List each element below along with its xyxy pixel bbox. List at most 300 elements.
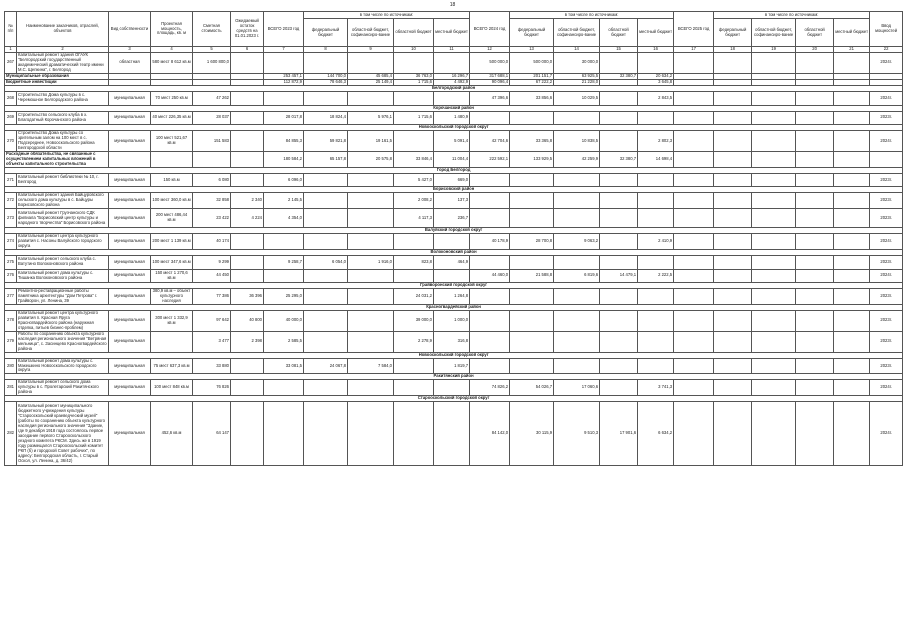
header-cell: областной бюджет [796,19,834,47]
table-cell [394,53,434,74]
table-cell [796,269,834,283]
object-name: Капитальный ремонт здания Байцуровского сельского дома культуры в с. Байцуры Борисовского района [17,193,109,209]
table-cell: 77 386 [193,289,231,305]
table-cell [714,310,752,331]
table-cell [834,111,870,125]
table-cell [348,289,394,305]
table-cell [470,256,510,270]
header-cell: областной бюджет, софинансиро-вание [752,19,796,47]
budget-table [4,11,903,466]
table-cell: 823,8 [394,256,434,270]
table-cell [796,310,834,331]
table-cell: 40 174 [193,234,231,250]
table-cell: 40 800 [231,310,264,331]
subtotal-cell: 1 715,6 [394,80,434,86]
table-cell [752,193,796,209]
subtotal-cell: 3 645,8 [638,80,674,86]
table-cell [231,380,264,396]
table-cell [304,193,348,209]
table-cell [752,380,796,396]
table-cell: 28 037 [193,111,231,125]
subtotal-cell: 67 222,2 [510,80,554,86]
table-cell [714,331,752,352]
table-cell [674,131,714,152]
section-title: Грайворонский городской округ [5,283,903,289]
table-cell: 9 258,7 [264,256,304,270]
header-cell: местный бюджет [434,19,470,47]
table-cell: 84 855,3 [264,131,304,152]
table-cell [834,173,870,187]
table-cell [674,173,714,187]
table-cell: 100 мест 521,67 кв.м [151,131,193,152]
table-cell: 1 916,0 [348,256,394,270]
subtotal-cell: 36 763,0 [394,73,434,79]
table-cell: 4 224 [231,209,264,228]
table-cell [304,380,348,396]
subtotal-cell [193,152,231,168]
table-cell: 236,7 [434,209,470,228]
table-cell: 464,9 [434,256,470,270]
row-number: 274 [5,234,17,250]
table-cell [834,209,870,228]
table-row [5,380,903,396]
table-cell [638,111,674,125]
table-cell: 10 029,5 [554,92,600,106]
subtotal-cell [870,152,903,168]
object-name: Работы по сохранению объекта культурного наследия регионального значения "Ветряная мельница", с. Засинцево Красногвардейского района [18,331,107,351]
table-cell: 137,3 [434,193,470,209]
table-cell [510,193,554,209]
subtotal-cell [796,152,834,168]
table-cell [834,331,870,352]
table-cell [796,131,834,152]
table-cell [714,269,752,283]
table-cell [674,53,714,74]
table-cell: 2023г. [870,358,903,374]
header-cell: Ожидаемый остаток средств на 01.01.2023 г. [231,12,264,47]
table-cell [796,111,834,125]
subtotal-cell [151,152,193,168]
row-number: 273 [5,209,17,228]
table-cell [348,269,394,283]
table-cell [554,358,600,374]
header-cell: федеральный бюджет [304,19,348,47]
table-row [5,331,903,352]
table-cell: 9 063,2 [554,234,600,250]
subtotal-row [5,152,903,168]
table-cell: 23 422 [193,209,231,228]
table-cell: муниципальная [109,289,151,305]
table-cell [834,92,870,106]
table-cell [304,173,348,187]
subtotal-cell: 180 584,2 [264,152,304,168]
table-cell: 3 741,3 [638,380,674,396]
row-number: 277 [5,289,17,305]
section-title: Новооскольский городской округ [5,352,903,358]
table-cell [752,269,796,283]
object-name: Строительство сельского клуба в х. Благодатный Корочанского района [17,111,109,125]
table-cell [834,380,870,396]
table-cell [752,173,796,187]
table-cell: 59 821,8 [304,131,348,152]
table-cell [304,234,348,250]
table-cell: 100 мест 347,6 кв.м [151,256,193,270]
table-cell [674,331,714,352]
subtotal-cell [834,152,870,168]
group-header: в том числе по источникам: [714,12,870,19]
subtotal-cell: 16 296,7 [434,73,470,79]
subtotal-cell: 78 646,3 [304,80,348,86]
table-cell: 200 мест 486,44 кв.м [151,209,193,228]
header-cell: областной бюджет, софинансиро-вание [348,19,394,47]
object-name: Капитальный ремонт библиотеки № 10, г. Белгород [17,173,109,187]
table-cell [714,256,752,270]
table-cell: 64 147 [193,402,231,466]
row-number: 275 [5,256,17,270]
table-cell [510,173,554,187]
column-number-cell: 13 [510,47,554,53]
row-number: 281 [5,380,17,396]
column-number-cell: 10 [394,47,434,53]
section-title: Борисовский район [5,187,903,193]
object-name: Капитальный ремонт центра культурного развития с. Насоны Валуйского городского округа [17,234,109,250]
table-cell [796,53,834,74]
object-name: Капитальный ремонт дома культуры с. Тишанка Волоконовского района [17,269,109,283]
table-cell [510,209,554,228]
table-cell: 6 634,2 [638,402,674,466]
header-cell: Наименование заказчиков, отраслей, объектов [17,12,109,47]
table-cell: 42 704,6 [470,131,510,152]
table-cell: 6 080 [193,173,231,187]
subtotal-cell: 21 228,0 [554,80,600,86]
table-cell: 316,8 [434,331,470,352]
table-cell: 2023г. [870,111,903,125]
subtotal-cell: 4 492,9 [434,80,470,86]
table-cell [714,234,752,250]
column-number-cell: 9 [348,47,394,53]
table-cell [264,380,304,396]
subtotal-cell: 33 846,4 [394,152,434,168]
table-cell [348,331,394,352]
table-cell [752,234,796,250]
table-cell: муниципальная [109,234,151,250]
header-cell: областной бюджет [394,19,434,47]
table-cell: 24 031,2 [394,289,434,305]
table-cell [231,358,264,374]
table-cell: 2 585,5 [264,331,304,352]
subtotal-cell: 63 925,5 [554,73,600,79]
table-cell [714,358,752,374]
object-name: Капитальный ремонт сельского дома культуры в с. Пролетарский Ракитянского района [17,380,109,396]
table-cell: 5 976,1 [348,111,394,125]
column-number-cell: 2 [17,47,109,53]
table-cell [304,289,348,305]
table-cell: 9 299 [193,256,231,270]
table-cell: 10 838,5 [554,131,600,152]
table-cell [600,310,638,331]
section-title: Ракитянский район [5,374,903,380]
table-cell: 5 091,4 [434,131,470,152]
table-cell: 2024г. [870,402,903,466]
header-cell: федеральный бюджет [714,19,752,47]
table-cell [394,269,434,283]
row-number: 268 [5,92,17,106]
object-name: Капитальный ремонт здания ОГАУК "Белгородский государственный академический драматический театр имени М.С. Щепкина", г. Белгород [17,53,109,74]
table-cell: 2024г. [870,269,903,283]
column-number-cell: 6 [231,47,264,53]
table-cell [674,234,714,250]
table-cell: 500 000,0 [510,53,554,74]
table-cell [151,331,193,352]
table-row [5,173,903,187]
header-cell: местный бюджет [638,19,674,47]
row-number: 267 [5,53,17,74]
table-cell: 97 642 [193,310,231,331]
subtotal-cell: 32 380,7 [600,152,638,168]
table-cell [554,289,600,305]
table-cell: муниципальная [109,358,151,374]
table-cell [510,310,554,331]
header-cell: областной бюджет, софинансиро-вание [554,19,600,47]
table-cell [600,193,638,209]
table-row [5,256,903,270]
table-cell [714,111,752,125]
table-cell [714,131,752,152]
table-cell [231,131,264,152]
table-cell: 47 262 [193,92,231,106]
table-cell [600,234,638,250]
table-cell [674,193,714,209]
table-cell [834,289,870,305]
table-cell: 380,9 кв.м – объект культурного наследия [151,289,193,305]
table-cell: муниципальная [109,111,151,125]
table-cell: 1 480,9 [434,111,470,125]
table-cell [264,53,304,74]
table-cell: 39 000,0 [394,310,434,331]
table-cell [231,234,264,250]
table-cell: 1 715,6 [394,111,434,125]
page-number: 18 [449,2,456,8]
table-cell [231,256,264,270]
table-cell: 2023г. [870,256,903,270]
table-cell: 500 000,0 [470,53,510,74]
table-cell [796,289,834,305]
table-cell [510,111,554,125]
table-cell [348,53,394,74]
table-cell: 30 000,0 [554,53,600,74]
table-cell: 33 856,6 [510,92,554,106]
table-cell [796,193,834,209]
column-number-cell: 18 [714,47,752,53]
table-cell: 2 843,5 [638,92,674,106]
subtotal-label: Расходные обязательства, не связанные с осуществлением капитальных вложений в объекты капитального строительства [5,152,109,168]
table-body [5,47,903,466]
subtotal-cell: 45 685,4 [348,73,394,79]
table-cell [304,331,348,352]
table-cell: 2023г. [870,310,903,331]
column-number-cell: 11 [434,47,470,53]
table-cell: 76 826 [193,380,231,396]
table-cell [674,269,714,283]
column-number-cell: 22 [870,47,903,53]
subtotal-cell: 144 700,0 [304,73,348,79]
section-title: Корочанский район [5,105,903,111]
table-cell [600,92,638,106]
table-cell [470,358,510,374]
table-cell [752,209,796,228]
subtotal-cell: 90 096,4 [470,80,510,86]
table-cell: 33 880 [193,358,231,374]
table-row [5,209,903,228]
object-name: Капитальный ремонт дома культуры с. Макешкино Новооскольского городского округа [17,358,109,374]
table-cell [554,111,600,125]
group-header: в том числе по источникам: [510,12,674,19]
table-cell: 2 410,9 [638,234,674,250]
column-number-cell: 21 [834,47,870,53]
table-cell: 151 583 [193,131,231,152]
table-cell [796,209,834,228]
table-cell [674,289,714,305]
table-cell: 5 427,0 [394,173,434,187]
column-number-cell: 3 [109,47,151,53]
table-cell: 150 мест 1 270,6 кв.м [151,269,193,283]
table-cell [434,53,470,74]
table-cell [470,331,510,352]
row-number: 280 [5,358,17,374]
table-cell [638,310,674,331]
table-cell [752,402,796,466]
table-cell [714,193,752,209]
column-number-cell: 5 [193,47,231,53]
table-cell [714,173,752,187]
object-name: Строительство Дома культуры со зрительным залом на 100 мест в с. Подсереднее, Новооскольского района Белгородской области [17,131,109,152]
header-cell: ВСЕГО 2025 год [674,12,714,47]
table-cell: 75 мест 637,3 кв.м [151,358,193,374]
table-cell: 4 117,3 [394,209,434,228]
table-row [5,131,903,152]
object-name: Ремонтно-реставрационные работы памятника архитектуры "Дом Петрова" г. Грайворон, ул. Ленина, 39 [17,289,109,305]
table-cell [714,209,752,228]
table-cell [434,380,470,396]
table-cell [638,256,674,270]
table-cell [752,111,796,125]
table-cell: 300 мест 1 332,9 кв.м [151,310,193,331]
table-cell [600,131,638,152]
table-cell: муниципальная [109,402,151,466]
table-cell [231,92,264,106]
table-cell: 18 824,4 [304,111,348,125]
table-cell [348,173,394,187]
subtotal-cell: 14 698,4 [638,152,674,168]
table-cell [304,209,348,228]
row-number: 271 [5,173,17,187]
column-number-cell: 8 [304,47,348,53]
table-cell [834,310,870,331]
table-cell: 36 396 [231,289,264,305]
subtotal-cell: 253 457,1 [264,73,304,79]
table-cell: областная [109,53,151,74]
table-cell: 6 054,0 [304,256,348,270]
table-cell [434,92,470,106]
table-cell: 2023г. [870,209,903,228]
column-number-cell: 7 [264,47,304,53]
subtotal-cell [674,152,714,168]
table-cell [434,402,470,466]
table-cell: 2023г. [870,173,903,187]
table-cell [674,310,714,331]
table-cell: 2024г. [870,53,903,74]
table-cell: 19 161,5 [348,131,394,152]
column-number-cell: 19 [752,47,796,53]
table-cell [304,402,348,466]
table-cell: 150 кв.м [151,173,193,187]
table-cell: 21 588,8 [510,269,554,283]
table-cell: 54 026,7 [510,380,554,396]
table-cell [674,402,714,466]
table-cell: 669,0 [434,173,470,187]
table-row [5,53,903,74]
table-cell [600,358,638,374]
table-cell [264,92,304,106]
row-number: 276 [5,269,17,283]
subtotal-cell: 112 872,9 [264,80,304,86]
subtotal-cell [752,152,796,168]
table-cell [638,193,674,209]
table-cell [834,402,870,466]
subtotal-cell [714,152,752,168]
table-cell: 2 802,3 [638,131,674,152]
table-cell: 84 142,0 [470,402,510,466]
table-cell [600,209,638,228]
column-number-cell: 17 [674,47,714,53]
row-number: 278 [5,310,17,331]
table-cell: муниципальная [109,380,151,396]
table-cell [304,53,348,74]
table-cell [554,310,600,331]
table-cell: 452,6 кв.м [151,402,193,466]
table-cell [714,289,752,305]
table-cell: 6 096,0 [264,173,304,187]
table-cell [638,331,674,352]
table-cell [394,131,434,152]
table-cell [434,269,470,283]
table-cell [231,173,264,187]
table-cell: 25 295,0 [264,289,304,305]
table-cell [510,256,554,270]
table-cell [600,256,638,270]
table-cell: 40 178,9 [470,234,510,250]
table-cell [348,380,394,396]
subtotal-cell: 201 151,7 [510,73,554,79]
header-cell: № п/п [5,12,17,47]
table-cell: 100 мест 360,0 кв.м [151,193,193,209]
table-cell [796,234,834,250]
table-cell [394,92,434,106]
column-number-cell: 14 [554,47,600,53]
table-row [5,269,903,283]
table-cell: 2023г. [870,331,903,352]
table-cell: 2024г. [870,380,903,396]
table-cell: 33 365,8 [510,131,554,152]
table-cell: 47 396,6 [470,92,510,106]
table-cell [510,331,554,352]
table-cell [394,402,434,466]
table-cell [304,269,348,283]
table-cell: 28 700,8 [510,234,554,250]
table-cell [554,193,600,209]
table-cell [638,209,674,228]
table-cell [834,358,870,374]
